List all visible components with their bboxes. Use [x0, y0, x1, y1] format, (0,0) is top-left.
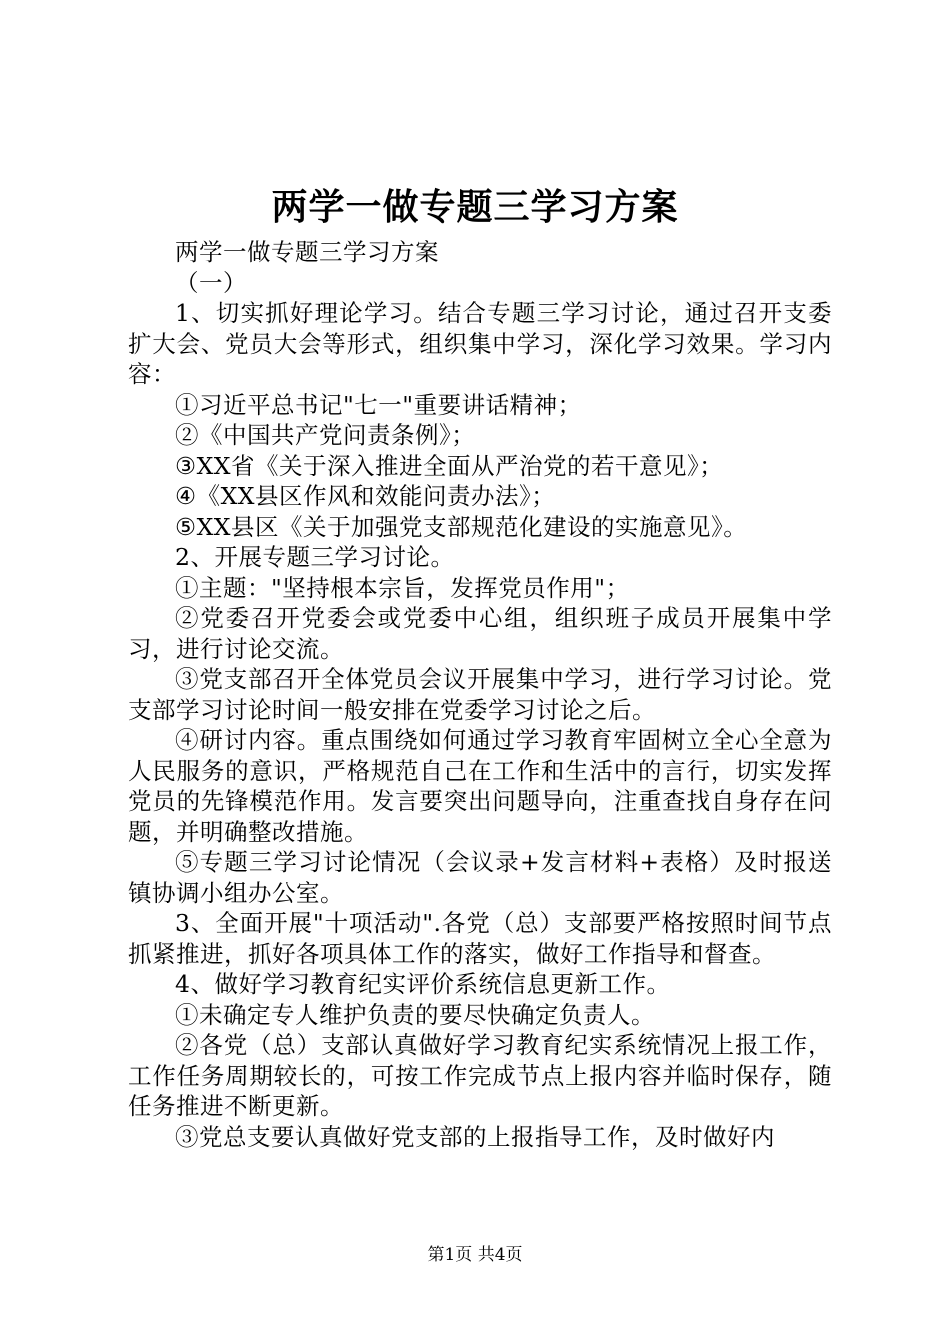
paragraph: ④研讨内容。重点围绕如何通过学习教育牢固树立全心全意为人民服务的意识，严格规范自己在工作和生活中的言行，切实发挥党员的先锋模范作用。发言要突出问题导向，注重查找自身存在问题，并明确整改措施。: [128, 726, 832, 846]
paragraph: （一）: [175, 268, 247, 297]
paragraph: 3、全面开展"十项活动".各党（总）支部要严格按照时间节点抓紧推进，抓好各项具体工作的落实，做好工作指导和督查。: [128, 909, 832, 968]
paragraph: ②党委召开党委会或党委中心组，组织班子成员开展集中学习，进行讨论交流。: [128, 604, 832, 663]
document-body: [128, 237, 832, 1152]
paragraph: ⑤XX县区《关于加强党支部规范化建设的实施意见》。: [175, 512, 748, 541]
paragraph: 4、做好学习教育纪实评价系统信息更新工作。: [175, 970, 671, 998]
paragraph: 1、切实抓好理论学习。结合专题三学习讨论，通过召开支委扩大会、党员大会等形式，组织集中学习，深化学习效果。学习内容：: [128, 299, 832, 388]
paragraph: ③党总支要认真做好党支部的上报指导工作，及时做好内: [175, 1122, 775, 1151]
paragraph: ②各党（总）支部认真做好学习教育纪实系统情况上报工作，工作任务周期较长的，可按工作完成节点上报内容并临时保存，随任务推进不断更新。: [128, 1031, 832, 1120]
page-number-footer: 第1页 共4页: [427, 1245, 523, 1265]
paragraph: 两学一做专题三学习方案: [175, 238, 439, 266]
paragraph: ③党支部召开全体党员会议开展集中学习，进行学习讨论。党支部学习讨论时间一般安排在党委学习讨论之后。: [128, 665, 832, 724]
paragraph: 2、开展专题三学习讨论。: [175, 543, 455, 571]
paragraph: ①主题："坚持根本宗旨，发挥党员作用"；: [175, 573, 630, 602]
paragraph: ①习近平总书记"七一"重要讲话精神；: [175, 390, 582, 419]
paragraph: ②《中国共产党问责条例》；: [175, 421, 476, 449]
paragraph: ⑤专题三学习讨论情况（会议录+发言材料+表格）及时报送镇协调小组办公室。: [128, 848, 832, 907]
document-title: 两学一做专题三学习方案: [271, 186, 679, 228]
paragraph: ③XX省《关于深入推进全面从严治党的若干意见》；: [175, 451, 724, 480]
paragraph: ④《XX县区作风和效能问责办法》；: [175, 482, 556, 510]
paragraph: ①未确定专人维护负责的要尽快确定负责人。: [175, 1000, 655, 1029]
